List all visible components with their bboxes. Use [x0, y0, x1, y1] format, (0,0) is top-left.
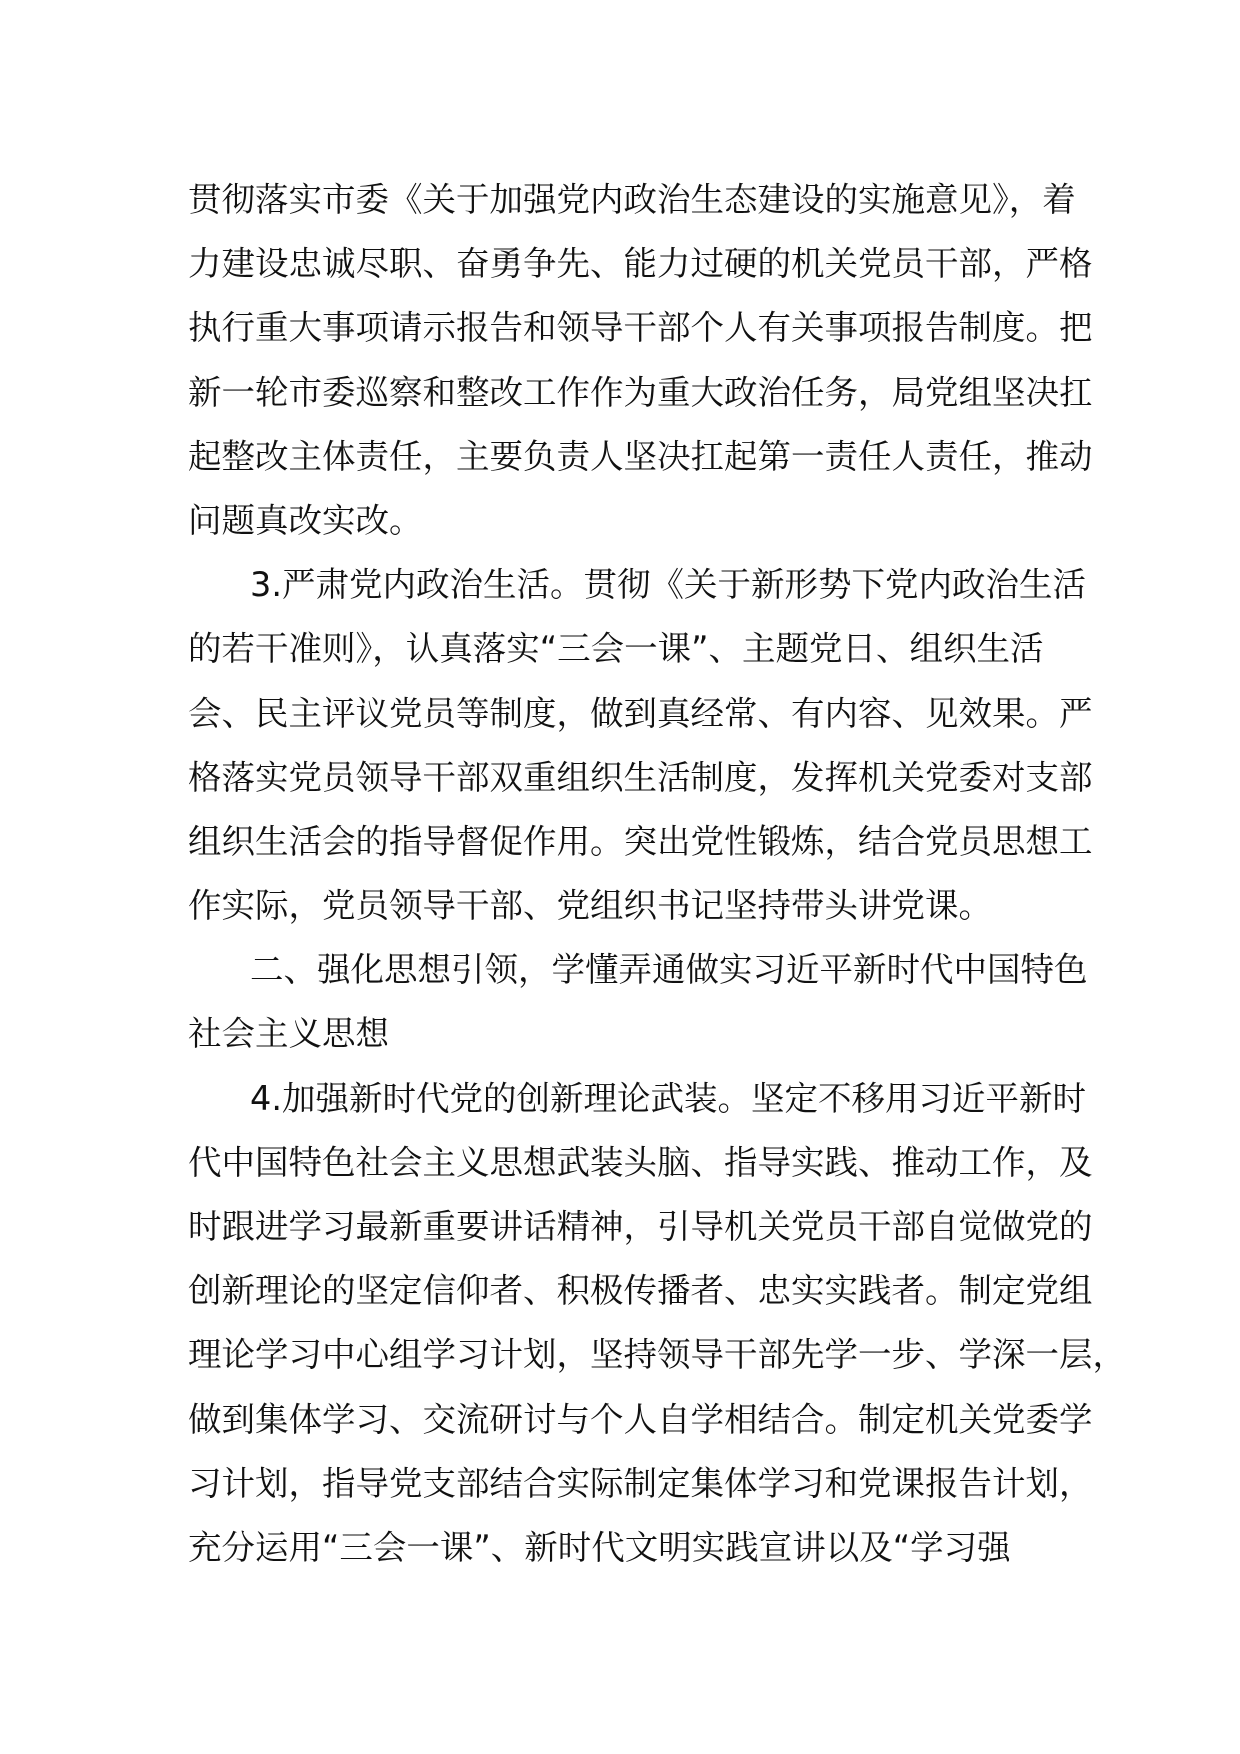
paragraph-line: 创新理论的坚定信仰者、积极传播者、忠实实践者。制定党组 [188, 1271, 1093, 1311]
paragraph-line: 习计划，指导党支部结合实际制定集体学习和党课报告计划， [188, 1463, 1093, 1503]
paragraph-line: 问题真改实改。 [188, 500, 423, 540]
paragraph-line: 充分运用“三会一课”、新时代文明实践宣讲以及“学习强 [188, 1527, 1011, 1567]
paragraph-line: 贯彻落实市委《关于加强党内政治生态建设的实施意见》，着 [188, 180, 1076, 219]
paragraph-line: 会、民主评议党员等制度，做到真经常、有内容、见效果。严 [188, 693, 1093, 733]
paragraph-line: 理论学习中心组学习计划，坚持领导干部先学一步、学深一层， [188, 1335, 1126, 1375]
paragraph-line: 时跟进学习最新重要讲话精神，引导机关党员干部自觉做党的 [188, 1207, 1093, 1246]
section-item-3-heading-line: 3.严肃党内政治生活。贯彻《关于新形势下党内政治生活 [250, 565, 1086, 605]
paragraph-line: 力建设忠诚尽职、奋勇争先、能力过硬的机关党员干部，严格 [188, 244, 1093, 284]
paragraph-line: 新一轮市委巡察和整改工作作为重大政治任务，局党组坚决扛 [188, 372, 1093, 412]
paragraph-line: 作实际，党员领导干部、党组织书记坚持带头讲党课。 [188, 886, 992, 926]
section-item-4-heading-line: 4.加强新时代党的创新理论武装。坚定不移用习近平新时 [250, 1078, 1086, 1118]
paragraph-line: 执行重大事项请示报告和领导干部个人有关事项报告制度。把 [188, 308, 1093, 348]
paragraph-line: 做到集体学习、交流研讨与个人自学相结合。制定机关党委学 [188, 1399, 1093, 1439]
section-heading-line: 二、强化思想引领，学懂弄通做实习近平新时代中国特色 [250, 950, 1088, 990]
paragraph-line: 格落实党员领导干部双重组织生活制度，发挥机关党委对支部 [188, 757, 1093, 797]
section-heading-line: 社会主义思想 [188, 1014, 389, 1054]
paragraph-line: 的若干准则》，认真落实“三会一课”、主题党日、组织生活 [188, 629, 1044, 669]
paragraph-line: 起整改主体责任，主要负责人坚决扛起第一责任人责任，推动 [188, 436, 1093, 476]
paragraph-line: 组织生活会的指导督促作用。突出党性锻炼，结合党员思想工 [188, 821, 1093, 861]
document-body [188, 168, 1126, 1580]
paragraph-line: 代中国特色社会主义思想武装头脑、指导实践、推动工作，及 [188, 1142, 1093, 1182]
